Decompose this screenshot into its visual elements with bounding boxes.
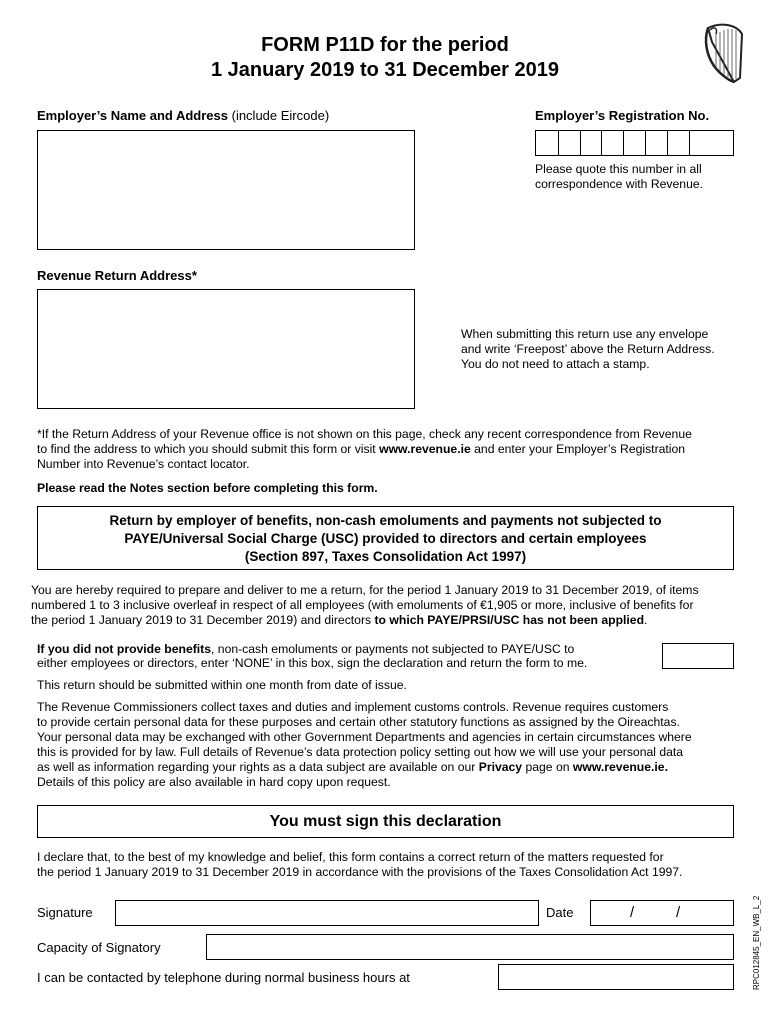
none-instruction-line2: either employees or directors, enter ‘NONE’ in this box, sign the declaration and return the form to me.: [37, 656, 588, 670]
privacy-line2: to provide certain personal data for these purposes and certain other statutory functions as assigned by the Oireachtas.: [37, 715, 680, 729]
declaration-heading: You must sign this declaration: [37, 805, 734, 838]
footnote-line1: *If the Return Address of your Revenue office is not shown on this page, check any recent correspondence from Revenue: [37, 427, 692, 441]
privacy-line5: as well as information regarding your rights as a data subject are available on our Privacy page on www.revenue.ie.: [37, 760, 668, 774]
date-field[interactable]: [590, 900, 734, 926]
none-field[interactable]: [662, 643, 734, 669]
requirement-line1: You are hereby required to prepare and deliver to me a return, for the period 1 January 2019 to 31 December 2019, of items: [31, 583, 699, 597]
form-code: RPC012845_EN_WB_L_2: [752, 895, 761, 990]
form-title-line1: FORM P11D for the period: [261, 34, 509, 56]
return-address-label: Revenue Return Address*: [37, 268, 197, 283]
date-separator-2: /: [676, 904, 681, 921]
requirement-line2: numbered 1 to 3 inclusive overleaf in respect of all employees (with emoluments of €1,905 or more, inclusive of benefits for: [31, 598, 694, 612]
requirement-line3: the period 1 January 2019 to 31 December 2019) and directors to which PAYE/PRSI/USC has not been applied.: [31, 613, 648, 627]
registration-note-line1: Please quote this number in all: [535, 162, 702, 176]
date-separator-1: /: [630, 904, 635, 921]
registration-label: Employer’s Registration No.: [535, 108, 710, 123]
date-label: Date: [546, 905, 574, 920]
footnote-line3: Number into Revenue’s contact locator.: [37, 457, 250, 471]
privacy-line6: Details of this policy are also available in hard copy upon request.: [37, 775, 391, 789]
return-title-line3: (Section 897, Taxes Consolidation Act 1997): [244, 549, 527, 564]
revenue-link-privacy[interactable]: www.revenue.ie.: [572, 760, 668, 774]
submit-note: This return should be submitted within one month from date of issue.: [37, 678, 407, 692]
capacity-label: Capacity of Signatory: [37, 940, 161, 955]
return-address-field: [37, 289, 415, 409]
privacy-line1: The Revenue Commissioners collect taxes and duties and implement customs controls. Revenue requires customers: [37, 700, 669, 714]
capacity-field[interactable]: [206, 934, 734, 960]
revenue-link[interactable]: www.revenue.ie: [379, 442, 471, 456]
notes-instruction: Please read the Notes section before completing this form.: [37, 481, 378, 495]
return-address-note-line1: When submitting this return use any envelope: [461, 327, 709, 341]
return-title-box: [37, 506, 734, 570]
declaration-line1: I declare that, to the best of my knowledge and belief, this form contains a correct return of the matters requested for: [37, 850, 664, 864]
privacy-line3: Your personal data may be exchanged with other Government Departments and agencies in certain circumstances where: [37, 730, 692, 744]
employer-name-label: Employer’s Name and Address (include Eircode): [37, 108, 330, 123]
signature-label: Signature: [37, 905, 93, 920]
signature-field[interactable]: [115, 900, 539, 926]
return-address-note-line3: You do not need to attach a stamp.: [461, 357, 650, 371]
return-title-line2: PAYE/Universal Social Charge (USC) provided to directors and certain employees: [124, 531, 647, 546]
registration-note-line2: correspondence with Revenue.: [535, 177, 704, 191]
return-title-line1: Return by employer of benefits, non-cash emoluments and payments not subjected to: [109, 513, 662, 528]
return-address-note-line2: and write ‘Freepost’ above the Return Address.: [461, 342, 715, 356]
none-instruction-line1: If you did not provide benefits, non-cash emoluments or payments not subjected to PAYE/USC to: [37, 642, 575, 656]
form-title-line2: 1 January 2019 to 31 December 2019: [211, 59, 559, 81]
telephone-label: I can be contacted by telephone during normal business hours at: [37, 970, 410, 985]
privacy-line4: this is provided for by law. Full details of Revenue’s data protection policy setting out how we will use your personal data: [37, 745, 684, 759]
declaration-line2: the period 1 January 2019 to 31 December 2019 in accordance with the provisions of the Taxes Consolidation Act 1997.: [37, 865, 683, 879]
employer-name-field[interactable]: [37, 130, 415, 250]
registration-number-field[interactable]: [535, 130, 734, 156]
footnote-line2: to find the address to which you should submit this form or visit www.revenue.ie and enter your Employer’s Registration: [37, 442, 686, 456]
telephone-field[interactable]: [498, 964, 734, 990]
